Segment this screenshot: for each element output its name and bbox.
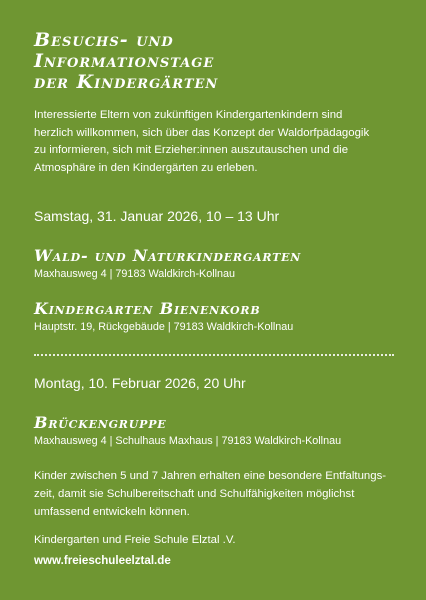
age-note — [34, 467, 394, 521]
venue-bienenkorb — [34, 299, 293, 333]
title-line: Besuchs- und — [34, 29, 174, 51]
venue-name: Wald- und Naturkindergarten — [34, 246, 302, 265]
dotted-divider — [34, 354, 394, 356]
event1-date: Samstag, 31. Januar 2026, 10 – 13 Uhr — [34, 208, 280, 224]
venue-address: Maxhausweg 4 | Schulhaus Maxhaus | 79183 Waldkirch-Kollnau — [34, 435, 342, 447]
title-line: der Kindergärten — [34, 71, 219, 93]
venue-wald-naturkindergarten — [34, 246, 301, 280]
venue-address: Maxhausweg 4 | 79183 Waldkirch-Kollnau — [34, 268, 236, 280]
note-line: Kinder zwischen 5 und 7 Jahren erhalten eine besondere Entfaltungs- — [34, 470, 387, 482]
website-link[interactable]: www.freieschuleelztal.de — [34, 554, 171, 567]
flyer-page — [34, 29, 404, 567]
venue-name: Brückengruppe — [34, 413, 167, 432]
note-line: zeit, damit sie Schulbereitschaft und Schulfähigkeiten möglichst — [34, 488, 355, 500]
intro-line: Interessierte Eltern von zukünftigen Kindergartenkindern sind — [34, 109, 343, 121]
page-title — [34, 30, 404, 93]
intro-line: herzlich willkommen, sich über das Konzept der Waldorfpädagogik — [34, 126, 370, 139]
intro-text — [34, 107, 404, 177]
intro-line: Atmosphäre in den Kindergärten zu erleben. — [34, 161, 258, 174]
title-line: Informationstage — [34, 50, 215, 72]
footer-organization: Kindergarten und Freie Schule Elztal .V. — [34, 534, 236, 546]
venue-name: Kindergarten Bienenkorb — [34, 299, 261, 318]
intro-line: zu informieren, sich mit Erzieher:innen auszutauschen und die — [34, 144, 349, 156]
venue-brueckengruppe — [34, 413, 341, 447]
note-line: umfassend entwickeln können. — [34, 506, 190, 518]
venue-address: Hauptstr. 19, Rückgebäude | 79183 Waldkirch-Kollnau — [34, 321, 294, 333]
event2-date: Montag, 10. Februar 2026, 20 Uhr — [34, 375, 246, 391]
